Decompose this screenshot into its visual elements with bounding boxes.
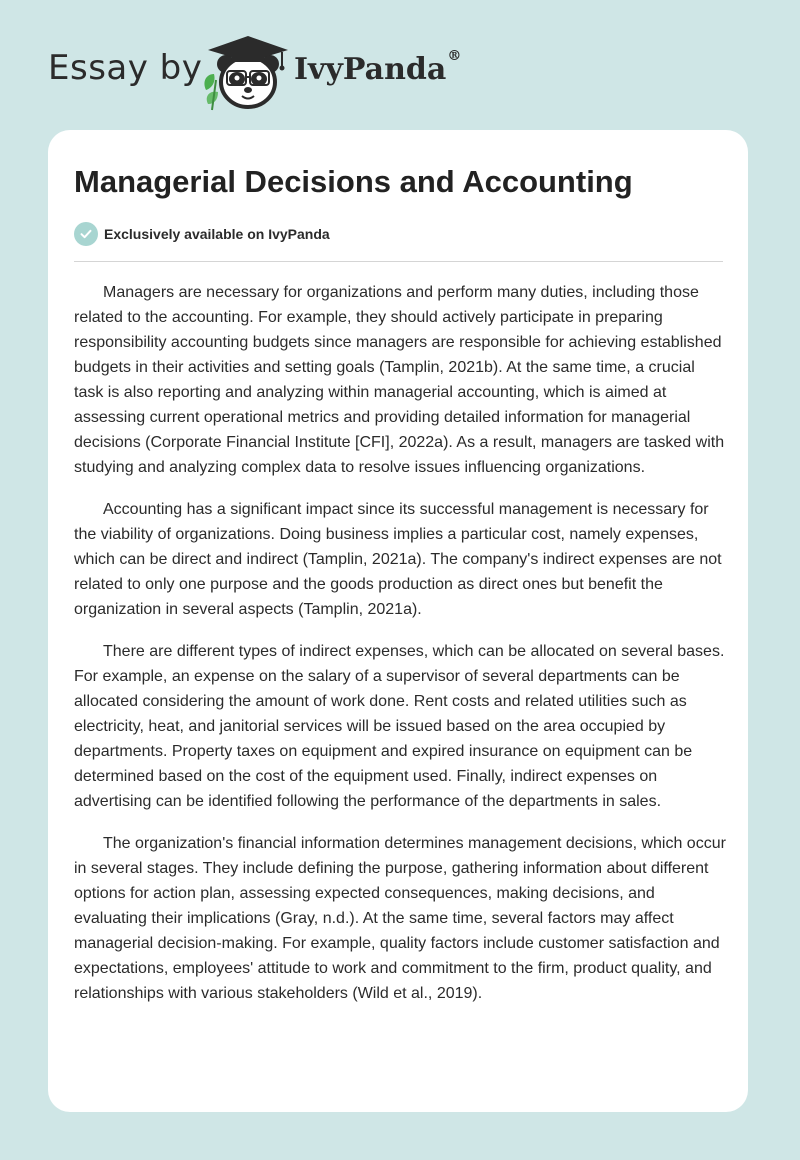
site-header	[0, 0, 800, 130]
essay-paragraph: Managers are necessary for organizations and perform many duties, including those related to the accounting. For example, they should actively participate in preparing responsibility accounting budgets since managers are responsible for achieving established budgets in their activities and setting goals (Tamplin, 2021b). At the same time, a crucial task is also reporting and analyzing within managerial accounting, which is aimed at assessing current operational metrics and providing detailed information for managerial decisions (Corporate Financial Institute [CFI], 2022a). As a result, managers are tasked with studying and analyzing complex data to resolve issues influencing organizations.	[74, 284, 725, 476]
check-circle-icon	[74, 222, 98, 246]
essay-by-label: Essay by	[48, 48, 203, 88]
exclusive-badge-label: Exclusively available on IvyPanda	[104, 226, 330, 242]
registered-mark: ®	[447, 48, 462, 64]
exclusive-badge	[74, 222, 330, 246]
panda-logo-icon[interactable]	[200, 30, 296, 112]
essay-paragraph: The organization's financial information determines management decisions, which occur in several stages. They include defining the purpose, gathering information about different options for action plan, assessing expected consequences, making decisions, and evaluating their implications (Gray, n.d.). At the same time, several factors may affect managerial decision-making. For example, quality factors include customer satisfaction and expectations, employees' attitude to work and commitment to the firm, product quality, and relationships with various stakeholders (Wild et al., 2019).	[74, 835, 726, 1002]
brand-name-text: IvyPanda	[294, 52, 447, 87]
essay-card	[48, 130, 748, 1112]
essay-title: Managerial Decisions and Accounting	[74, 164, 633, 199]
essay-body	[74, 280, 726, 1023]
brand-name[interactable]	[294, 48, 462, 87]
title-divider	[74, 261, 723, 262]
essay-paragraph: There are different types of indirect expenses, which can be allocated on several bases. For example, an expense on the salary of a supervisor of several departments can be allocated considering the amount of work done. Rent costs and related utilities such as electricity, heat, and janitorial services will be issued based on the area occupied by departments. Property taxes on equipment and expired insurance on equipment can be determined based on the cost of the equipment used. Finally, indirect expenses on advertising can be identified following the performance of the departments in sales.	[74, 643, 725, 810]
essay-paragraph: Accounting has a significant impact since its successful management is necessary for the viability of organizations. Doing business implies a particular cost, namely expenses, which can be direct and indirect (Tamplin, 2021a). The company's indirect expenses are not related to only one purpose and the goods production as direct ones but benefit the organization in several aspects (Tamplin, 2021a).	[74, 501, 722, 618]
